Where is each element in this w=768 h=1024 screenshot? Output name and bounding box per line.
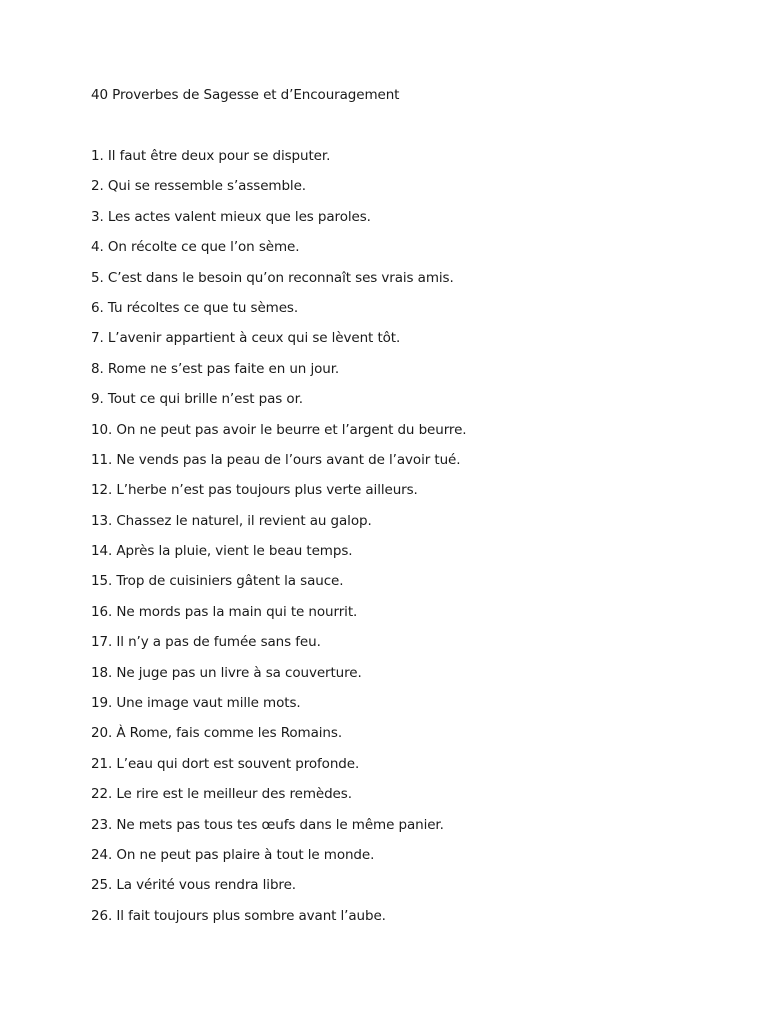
proverb-item: 14. Après la pluie, vient le beau temps.: [91, 543, 353, 560]
proverb-item: 1. Il faut être deux pour se disputer.: [91, 148, 331, 164]
proverb-item: 6. Tu récoltes ce que tu sèmes.: [91, 299, 299, 316]
proverb-item: 22. Le rire est le meilleur des remèdes.: [91, 786, 352, 803]
proverb-item: 12. L’herbe n’est pas toujours plus verte ailleurs.: [91, 482, 418, 499]
proverb-item: 9. Tout ce qui brille n’est pas or.: [91, 391, 303, 408]
proverb-list: [91, 147, 466, 937]
proverb-item: 17. Il n’y a pas de fumée sans feu.: [91, 634, 321, 651]
proverb-item: 2. Qui se ressemble s’assemble.: [91, 178, 306, 195]
proverb-item: 24. On ne peut pas plaire à tout le monde.: [91, 846, 375, 863]
proverb-item: 13. Chassez le naturel, il revient au galop.: [91, 512, 372, 529]
proverb-item: 7. L’avenir appartient à ceux qui se lèvent tôt.: [91, 330, 401, 347]
proverb-item: 3. Les actes valent mieux que les paroles.: [91, 208, 371, 225]
proverb-item: 23. Ne mets pas tous tes œufs dans le même panier.: [91, 816, 444, 833]
proverb-item: 25. La vérité vous rendra libre.: [91, 877, 296, 894]
proverb-item: 16. Ne mords pas la main qui te nourrit.: [91, 603, 358, 620]
proverb-item: 15. Trop de cuisiniers gâtent la sauce.: [91, 573, 344, 590]
proverb-item: 5. C’est dans le besoin qu’on reconnaît ses vrais amis.: [91, 269, 454, 286]
proverb-item: 18. Ne juge pas un livre à sa couverture.: [91, 664, 362, 681]
proverb-item: 19. Une image vaut mille mots.: [91, 695, 301, 712]
proverb-item: 11. Ne vends pas la peau de l’ours avant de l’avoir tué.: [91, 451, 461, 468]
proverb-item: 8. Rome ne s’est pas faite en un jour.: [91, 360, 340, 377]
proverb-item: 26. Il fait toujours plus sombre avant l’aube.: [91, 907, 386, 924]
proverb-item: 4. On récolte ce que l’on sème.: [91, 239, 300, 256]
proverb-item: 10. On ne peut pas avoir le beurre et l’argent du beurre.: [91, 421, 467, 438]
document-title: 40 Proverbes de Sagesse et d’Encouragement: [91, 87, 400, 103]
proverb-item: 20. À Rome, fais comme les Romains.: [91, 725, 343, 742]
proverb-item: 21. L’eau qui dort est souvent profonde.: [91, 755, 360, 772]
